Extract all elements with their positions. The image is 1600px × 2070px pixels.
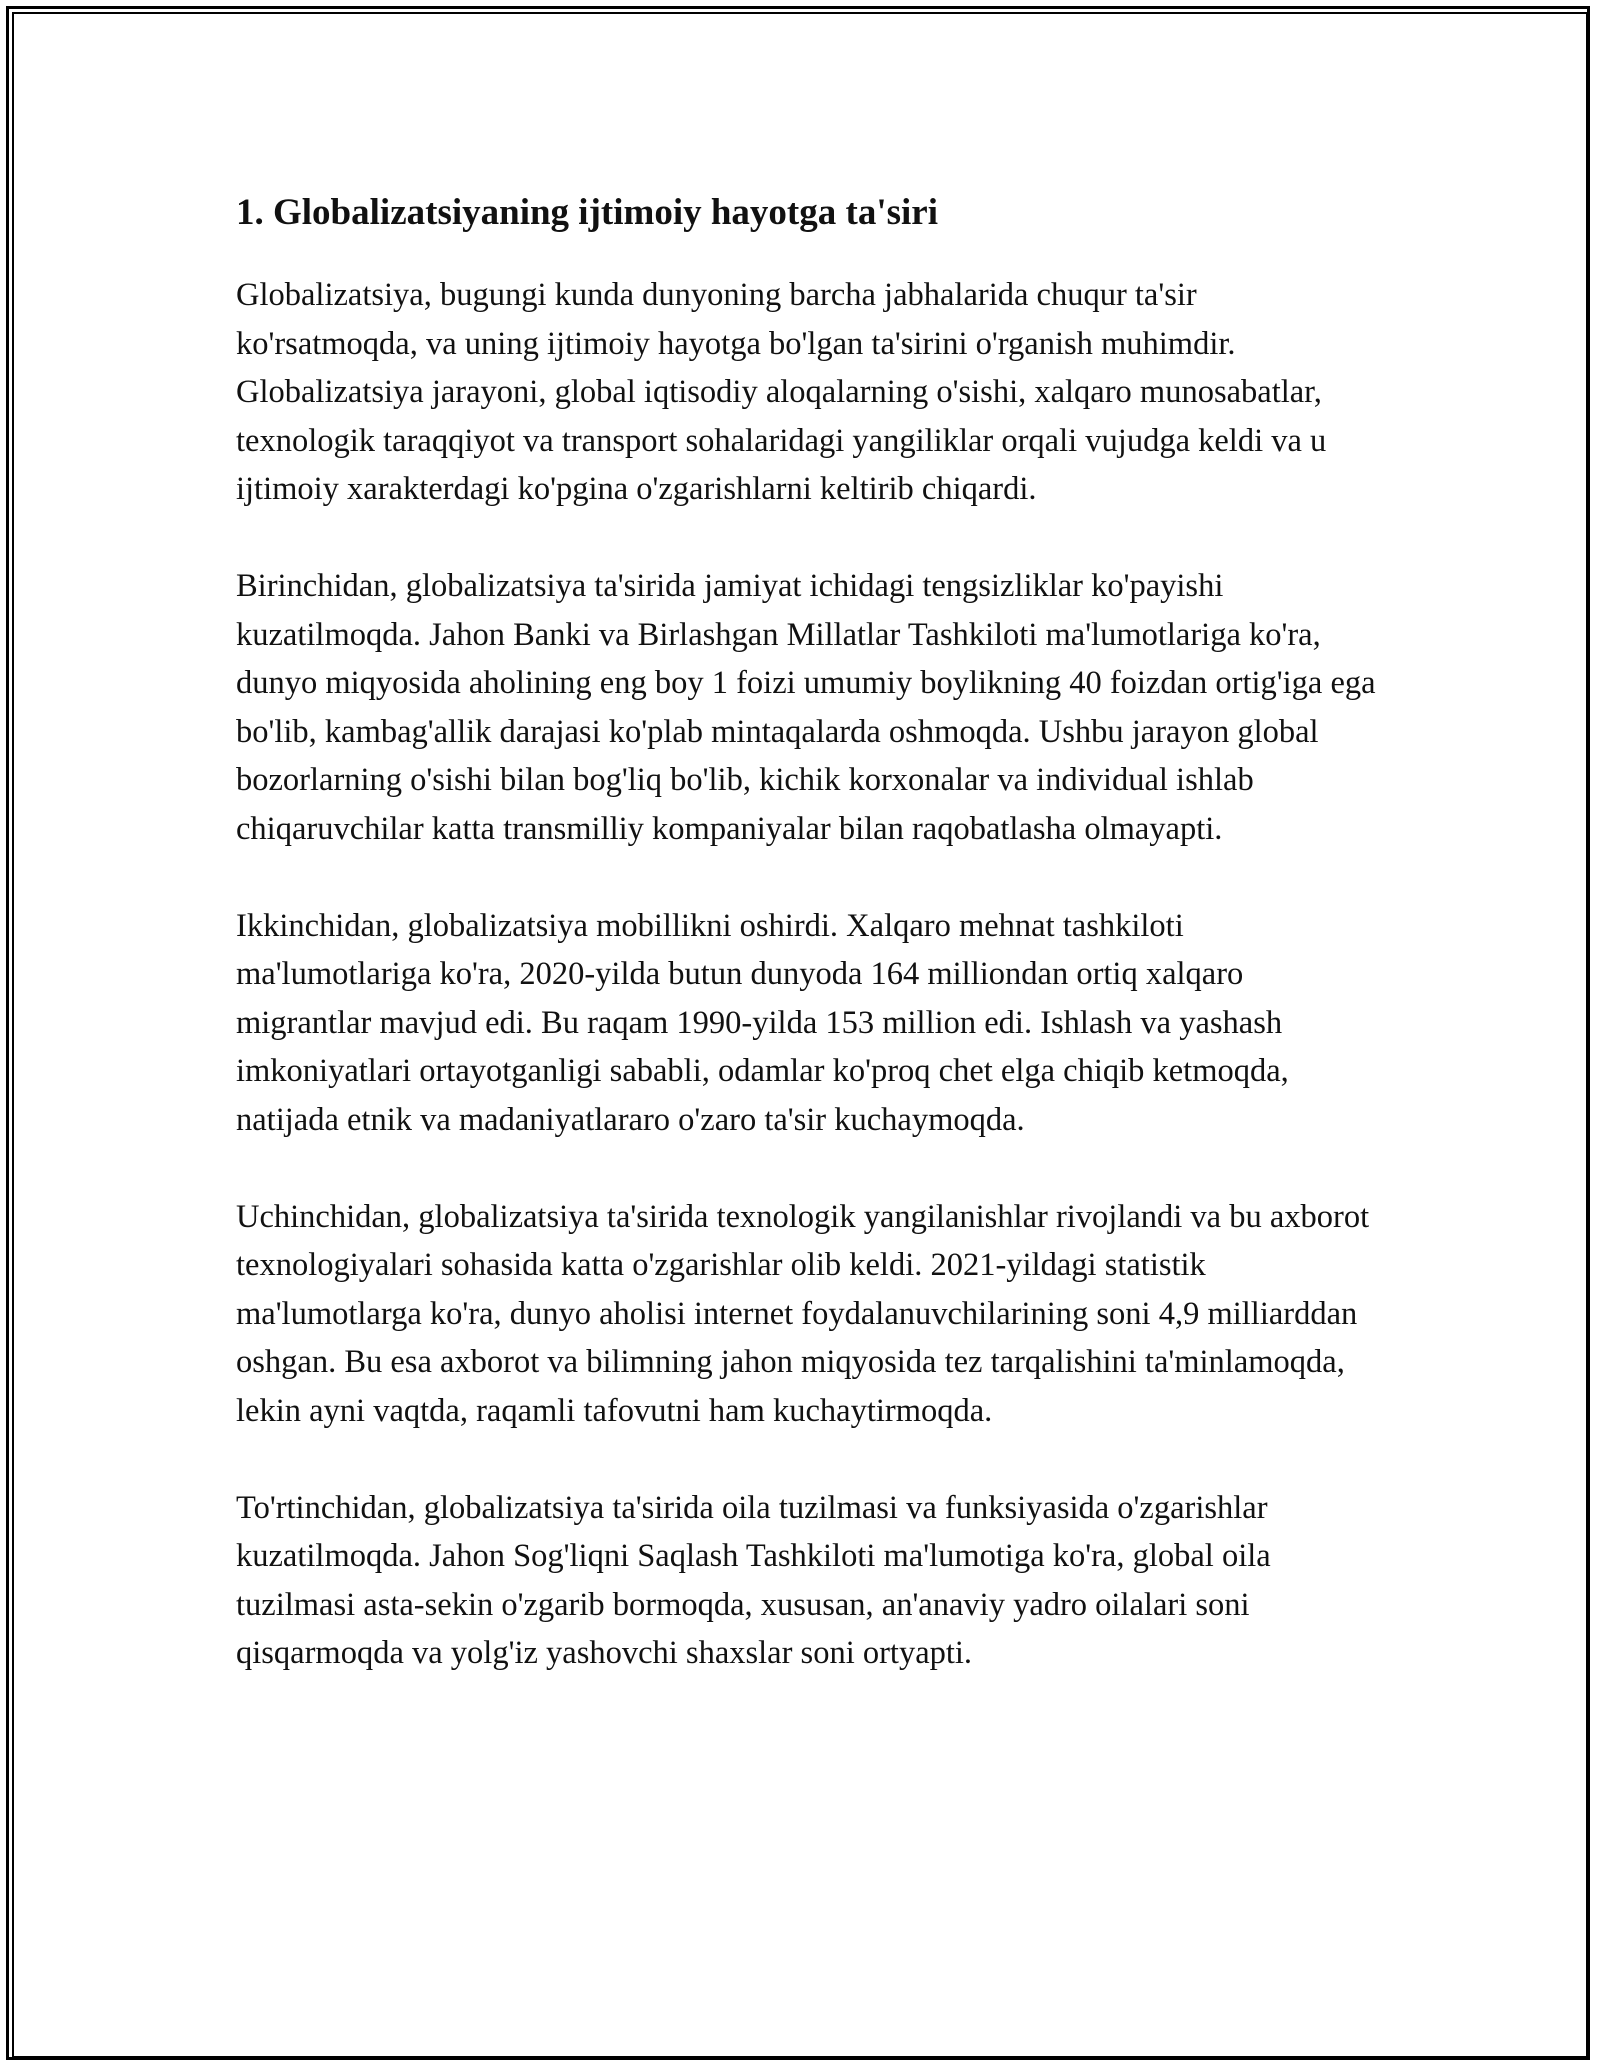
section-heading: 1. Globalizatsiyaning ijtimoiy hayotga ta'siri — [236, 192, 938, 233]
document-body — [236, 185, 1376, 1726]
paragraph-intro: Globalizatsiya, bugungi kunda dunyoning barcha jabhalarida chuqur ta'sir ko'rsatmoqda, va uning ijtimoiy hayotga bo'lgan ta'sirini o'rganish muhimdir. Globalizatsiya jarayoni, global iqtisodiy aloqalarning o'sishi, xalqaro munosabatlar, texnologik taraqqiyot va transport sohalaridagi yangiliklar orqali vujudga keldi va u ijtimoiy xarakterdagi ko'pgina o'zgarishlarni keltirib chiqardi. — [236, 277, 1327, 507]
paragraph-third: Uchinchidan, globalizatsiya ta'sirida texnologik yangilanishlar rivojlandi va bu axborot texnologiyalari sohasida katta o'zgarishlar olib keldi. 2021-yildagi statistik ma'lumotlarga ko'ra, dunyo aholisi internet foydalanuvchilarining soni 4,9 milliarddan oshgan. Bu esa axborot va bilimning jahon miqyosida tez tarqalishini ta'minlamoqda, lekin ayni vaqtda, raqamli tafovutni ham kuchaytirmoqda. — [236, 1198, 1370, 1429]
paragraph-first: Birinchidan, globalizatsiya ta'sirida jamiyat ichidagi tengsizliklar ko'payishi kuzatilmoqda. Jahon Banki va Birlashgan Millatlar Tashkiloti ma'lumotlariga ko'ra, dunyo miqyosida aholining eng boy 1 foizi umumiy boylikning 40 foizdan ortig'iga ega bo'lib, kambag'allik darajasi ko'plab mintaqalarda oshmoqda. Ushbu jarayon global bozorlarning o'sishi bilan bog'liq bo'lib, kichik korxonalar va individual ishlab chiqaruvchilar katta transmilliy kompaniyalar bilan raqobatlasha olmayapti. — [236, 568, 1376, 847]
paragraph-fourth: To'rtinchidan, globalizatsiya ta'sirida oila tuzilmasi va funksiyasida o'zgarishlar kuzatilmoqda. Jahon Sog'liqni Saqlash Tashkiloti ma'lumotiga ko'ra, global oila tuzilmasi asta-sekin o'zgarib bormoqda, xususan, an'anaviy yadro oilalari soni qisqarmoqda va yolg'iz yashovchi shaxslar soni ortyapti. — [236, 1489, 1271, 1671]
paragraph-second: Ikkinchidan, globalizatsiya mobillikni oshirdi. Xalqaro mehnat tashkiloti ma'lumotlariga ko'ra, 2020-yilda butun dunyoda 164 milliondan ortiq xalqaro migrantlar mavjud edi. Bu raqam 1990-yilda 153 million edi. Ishlash va yashash imkoniyatlari ortayotganligi sababli, odamlar ko'proq chet elga chiqib ketmoqda, natijada etnik va madaniyatlararo o'zaro ta'sir kuchaymoqda. — [236, 907, 1289, 1138]
